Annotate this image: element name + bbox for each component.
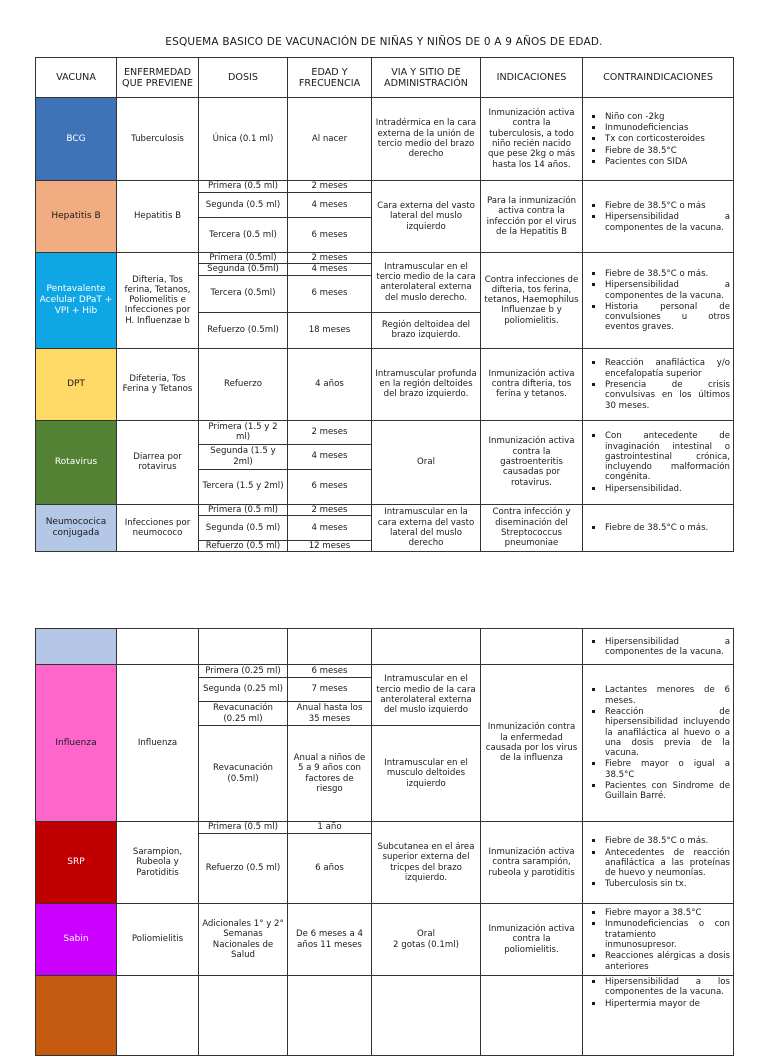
contraindication-item: ▪ Inmunodeficiencias [605, 122, 730, 133]
contraindication-list [591, 200, 730, 233]
vaccine-neumo: Neumococica conjugada [36, 504, 117, 552]
dose-dpt: Refuerzo [199, 348, 288, 420]
contraindication-list [591, 522, 730, 533]
contraindication-item: ▪ Tx con corticosteroides [605, 133, 730, 144]
header-dosis: DOSIS [199, 58, 288, 98]
via-sabin-route: Oral [417, 929, 435, 940]
ind-rota: Inmunización activa contra la gastroenteritis causadas por rotavirus. [481, 420, 583, 504]
row-penta-1 [36, 253, 734, 264]
age-influenza-2: 7 meses [288, 678, 372, 702]
dose-hepb-3: Tercera (0.5 ml) [199, 218, 288, 253]
vaccine-sabin: Sabin [36, 904, 117, 976]
contraindication-list [591, 268, 730, 333]
disease-srp: Sarampion, Rubeola y Parotiditis [117, 822, 199, 904]
ci-rota [583, 420, 734, 504]
contraindication-item: ▪ Hipersensibilidad a componentes de la vacuna. [605, 279, 730, 301]
vaccine-hepb: Hepatitis B [36, 181, 117, 253]
vaccine-penta: Pentavalente Acelular DPaT + VPI + Hib [36, 253, 117, 349]
age-sabin: De 6 meses a 4 años 11 meses [288, 904, 372, 976]
via-dpt: Intramuscular profunda en la región deltoides del brazo izquierdo. [372, 348, 481, 420]
header-via: VIA Y SITIO DE ADMINISTRACIÓN [372, 58, 481, 98]
dose-influenza-4: Revacunación (0.5ml) [199, 726, 288, 822]
contraindication-item: ▪ Fiebre mayor o igual a 38.5°C [605, 758, 730, 780]
row-neumo-cont [36, 629, 734, 665]
dose-hepb-2: Segunda (0.5 ml) [199, 193, 288, 218]
contraindication-item: ▪ Con antecedente de invaginación intestinal o gastrointestinal crónica, incluyendo malformación congénita. [605, 430, 730, 482]
contraindication-list [591, 684, 730, 801]
contraindication-item: ▪ Fiebre mayor a 38.5°C [605, 907, 730, 918]
contraindication-item: ▪ Pacientes con SIDA [605, 156, 730, 167]
vaccine-influenza: Influenza [36, 665, 117, 822]
header-vacuna: VACUNA [36, 58, 117, 98]
contraindication-list [591, 357, 730, 410]
contraindication-item: ▪ Hipersensibilidad. [605, 483, 730, 494]
disease-hepb: Hepatitis B [117, 181, 199, 253]
contraindication-list [591, 976, 730, 1009]
row-influenza-1 [36, 665, 734, 678]
header-edad: EDAD Y FRECUENCIA [288, 58, 372, 98]
contraindication-item: ▪ Fiebre de 38.5°C [605, 145, 730, 156]
row-dpt [36, 348, 734, 420]
dose-bcg: Única (0.1 ml) [199, 98, 288, 181]
via-neumo: Intramuscular en la cara externa del vasto lateral del muslo derecho [372, 504, 481, 552]
age-hepb-3: 6 meses [288, 218, 372, 253]
age-penta-1: 2 meses [288, 253, 372, 264]
contraindication-item: ▪ Hipersensibilidad a componentes de la vacuna. [605, 211, 730, 233]
age-influenza-4: Anual a niños de 5 a 9 años con factores de riesgo [288, 726, 372, 822]
age-penta-3: 6 meses [288, 275, 372, 312]
dose-penta-4: Refuerzo (0.5ml) [199, 312, 288, 348]
contraindication-item: ▪ Hipersensibilidad a componentes de la vacuna. [605, 636, 730, 658]
age-hepb-2: 4 meses [288, 193, 372, 218]
dose-rota-1: Primera (1.5 y 2 ml) [199, 420, 288, 444]
dose-srp-1: Primera (0.5 ml) [199, 822, 288, 834]
via-bcg: Intradérmica en la cara externa de la unión de tercio medio del brazo derecho [372, 98, 481, 181]
ind-hepb: Para la inmunización activa contra la infección por el virus de la Hepatitis B [481, 181, 583, 253]
dose-penta-1: Primera (0.5ml) [199, 253, 288, 264]
via-influenza-2: Intramuscular en el musculo deltoides izquierdo [372, 726, 481, 822]
contraindication-list [591, 111, 730, 167]
age-penta-2: 4 meses [288, 264, 372, 275]
ci-hepb [583, 181, 734, 253]
contraindication-item: ▪ Antecedentes de reacción anafiláctica a las proteínas de huevo y neumonías. [605, 847, 730, 879]
header-indicaciones: INDICACIONES [481, 58, 583, 98]
dose-rota-3: Tercera (1.5 y 2ml) [199, 469, 288, 504]
via-sabin [372, 904, 481, 976]
via-hepb: Cara externa del vasto lateral del muslo izquierdo [372, 181, 481, 253]
ci-srp [583, 822, 734, 904]
contraindication-item: ▪ Pacientes con Sindrome de Guillain Barré. [605, 780, 730, 802]
ind-influenza: Inmunización contra la enfermedad causada por los virus de la influenza [481, 665, 583, 822]
dose-penta-2: Segunda (0.5ml) [199, 264, 288, 275]
contraindication-item: ▪ Fiebre de 38.5°C o más. [605, 835, 730, 846]
age-neumo-1: 2 meses [288, 504, 372, 515]
dose-influenza-3: Revacunación (0.25 ml) [199, 702, 288, 726]
contraindication-item: ▪ Tuberculosis sin tx. [605, 878, 730, 889]
row-last [36, 976, 734, 1056]
ci-sabin [583, 904, 734, 976]
age-srp-2: 6 años [288, 834, 372, 904]
row-srp-1 [36, 822, 734, 834]
ind-bcg: Inmunización activa contra la tuberculosis, a todo niño recién nacido que pese 2kg o más hasta los 14 años. [481, 98, 583, 181]
ci-penta [583, 253, 734, 349]
dose-influenza-1: Primera (0.25 ml) [199, 665, 288, 678]
vaccine-srp: SRP [36, 822, 117, 904]
disease-influenza: Influenza [117, 665, 199, 822]
age-srp-1: 1 año [288, 822, 372, 834]
dose-neumo-2: Segunda (0.5 ml) [199, 515, 288, 540]
disease-bcg: Tuberculosis [117, 98, 199, 181]
age-penta-4: 18 meses [288, 312, 372, 348]
ind-penta: Contra infecciones de difteria, tos ferina, tetanos, Haemophilus Influenzae b y poliomielitis. [481, 253, 583, 349]
age-bcg: Al nacer [288, 98, 372, 181]
contraindication-item: ▪ Fiebre de 38.5°C o más [605, 200, 730, 211]
vaccination-table-bottom [35, 628, 734, 1056]
vaccine-rota: Rotavirus [36, 420, 117, 504]
contraindication-item: ▪ Inmunodeficiencias o con tratamiento inmunosupresor. [605, 918, 730, 950]
contraindication-item: ▪ Fiebre de 38.5°C o más. [605, 522, 730, 533]
dose-rota-2: Segunda (1.5 y 2ml) [199, 444, 288, 469]
row-bcg [36, 98, 734, 181]
ind-srp: Inmunización activa contra sarampión, rubeola y parotiditis [481, 822, 583, 904]
contraindication-item: ▪ Hipersensibilidad a los componentes de la vacuna. [605, 976, 730, 998]
ind-dpt: Inmunización activa contra difteria, tos ferina y tetanos. [481, 348, 583, 420]
ci-last [583, 976, 734, 1056]
contraindication-item: ▪ Fiebre de 38.5°C o más. [605, 268, 730, 279]
ci-neumo-cont [583, 629, 734, 665]
contraindication-list [591, 430, 730, 494]
age-hepb-1: 2 meses [288, 181, 372, 193]
dose-influenza-2: Segunda (0.25 ml) [199, 678, 288, 702]
age-rota-1: 2 meses [288, 420, 372, 444]
contraindication-list [591, 907, 730, 972]
dose-neumo-3: Refuerzo (0.5 ml) [199, 540, 288, 551]
vaccine-last [36, 976, 117, 1056]
disease-neumo: Infecciones por neumococo [117, 504, 199, 552]
ind-sabin: Inmunización activa contra la poliomielitis. [481, 904, 583, 976]
contraindication-item: ▪ Historia personal de convulsiones u otros eventos graves. [605, 301, 730, 333]
contraindication-item: ▪ Lactantes menores de 6 meses. [605, 684, 730, 706]
ind-neumo: Contra infección y diseminación del Streptococcus pneumoniae [481, 504, 583, 552]
row-hepb-1 [36, 181, 734, 193]
vaccination-table-top [35, 57, 734, 552]
dose-penta-3: Tercera (0.5ml) [199, 275, 288, 312]
document-title: ESQUEMA BASICO DE VACUNACIÓN DE NIÑAS Y NIÑOS DE 0 A 9 AÑOS DE EDAD. [165, 36, 603, 48]
ci-dpt [583, 348, 734, 420]
contraindication-item: ▪ Reacciones alérgicas a dosis anteriores [605, 950, 730, 972]
header-enfermedad: ENFERMEDAD QUE PREVIENE [117, 58, 199, 98]
contraindication-item: ▪ Niño con -2kg [605, 111, 730, 122]
disease-rota: Diarrea por rotavirus [117, 420, 199, 504]
dose-srp-2: Refuerzo (0.5 ml) [199, 834, 288, 904]
age-influenza-1: 6 meses [288, 665, 372, 678]
contraindication-list [591, 636, 730, 658]
vaccine-dpt: DPT [36, 348, 117, 420]
age-influenza-3: Anual hasta los 35 meses [288, 702, 372, 726]
header-contraindicaciones: CONTRAINDICACIONES [583, 58, 734, 98]
contraindication-list [591, 835, 730, 889]
row-neumo-1 [36, 504, 734, 515]
disease-penta: Difteria, Tos ferina, Tetanos, Poliomelitis e Infecciones por H. Influenzae b [117, 253, 199, 349]
age-rota-2: 4 meses [288, 444, 372, 469]
dose-neumo-1: Primera (0.5 ml) [199, 504, 288, 515]
header-row [36, 58, 734, 98]
disease-sabin: Poliomielitis [117, 904, 199, 976]
ci-influenza [583, 665, 734, 822]
row-rota-1 [36, 420, 734, 444]
vaccine-neumo-cont [36, 629, 117, 665]
via-influenza-1: Intramuscular en el tercio medio de la cara anterolateral externa del muslo izquierdo [372, 665, 481, 726]
disease-dpt: Difeteria, Tos Ferina y Tetanos [117, 348, 199, 420]
row-sabin [36, 904, 734, 976]
ci-neumo [583, 504, 734, 552]
via-sabin-dose: 2 gotas (0.1ml) [393, 939, 459, 950]
age-neumo-3: 12 meses [288, 540, 372, 551]
age-rota-3: 6 meses [288, 469, 372, 504]
via-penta-2: Región deltoidea del brazo izquierdo. [372, 312, 481, 348]
dose-hepb-1: Primera (0.5 ml) [199, 181, 288, 193]
via-srp: Subcutanea en el área superior externa del tricpes del brazo izquierdo. [372, 822, 481, 904]
age-dpt: 4 años [288, 348, 372, 420]
contraindication-item: ▪ Presencia de crisis convulsivas en los últimos 30 meses. [605, 379, 730, 411]
ci-bcg [583, 98, 734, 181]
via-rota: Oral [372, 420, 481, 504]
contraindication-item: ▪ Hipertermia mayor de [605, 998, 730, 1009]
via-penta-1: Intramuscular en el tercio medio de la cara anterolateral externa del muslo derecho. [372, 253, 481, 313]
contraindication-item: ▪ Reacción anafiláctica y/o encefalopatía superior [605, 357, 730, 379]
dose-sabin: Adicionales 1° y 2° Semanas Nacionales de Salud [199, 904, 288, 976]
age-neumo-2: 4 meses [288, 515, 372, 540]
contraindication-item: ▪ Reacción de hipersensibilidad incluyendo la anafiláctica al huevo o a una dosis previa de la vacuna. [605, 706, 730, 758]
vaccine-bcg: BCG [36, 98, 117, 181]
